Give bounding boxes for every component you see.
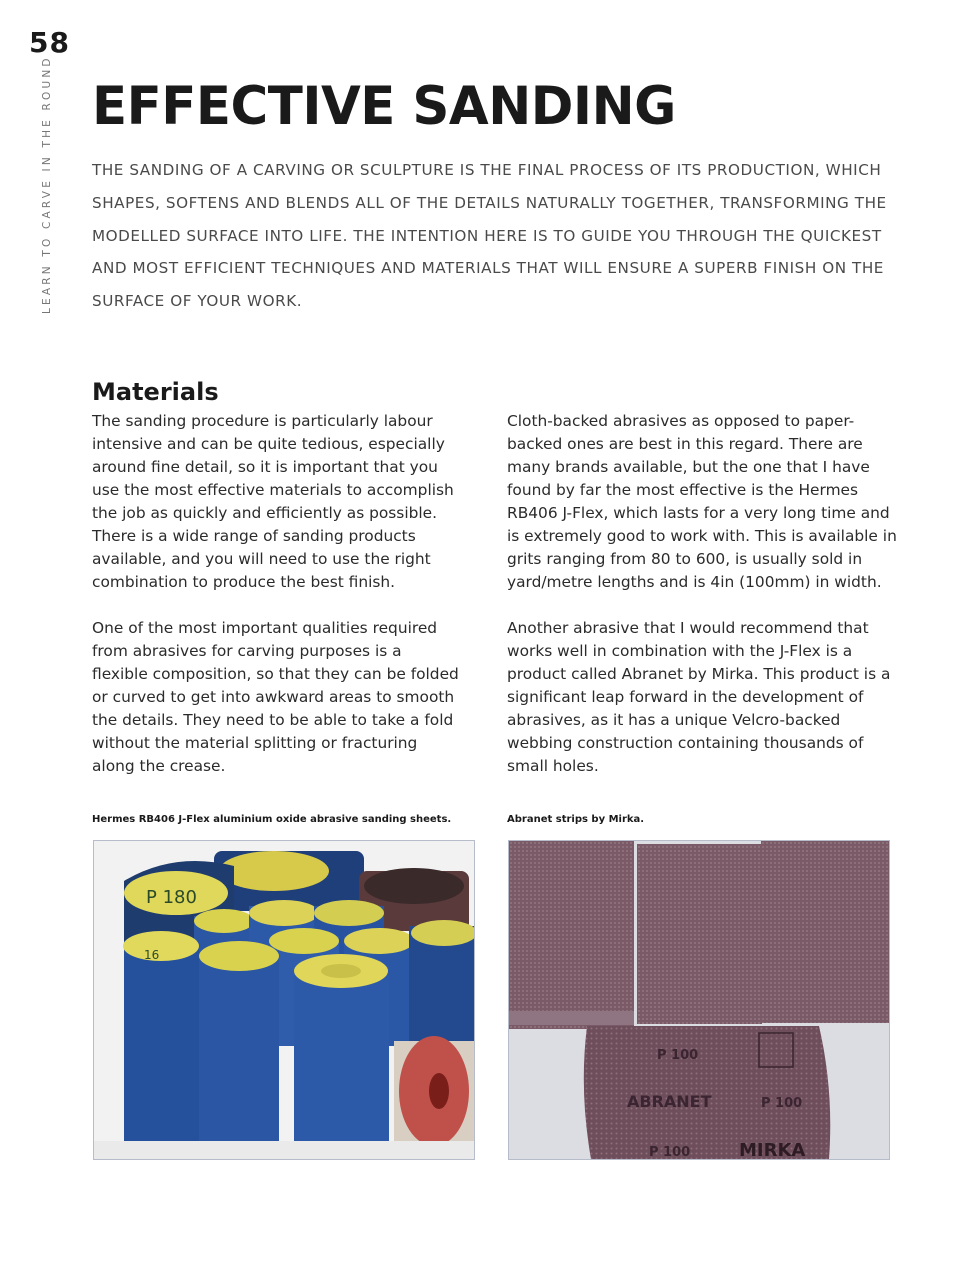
roll-label-text: P 180 bbox=[146, 887, 197, 908]
running-section-label: LEARN TO CARVE IN THE ROUND bbox=[41, 55, 53, 314]
materials-heading: Materials bbox=[92, 378, 219, 406]
jflex-rolls-photo bbox=[93, 840, 475, 1160]
figure-caption-jflex: Hermes RB406 J-Flex aluminium oxide abrasive sanding sheets. bbox=[92, 814, 452, 825]
left-column bbox=[92, 410, 462, 801]
jflex-rolls-illustration bbox=[94, 841, 474, 1159]
right-paragraph-2: Another abrasive that I would recommend that works well in combination with the J-Flex is a product called Abranet by Mirka. This product is a significant leap forward in the development of abrasives, as it has a unique Velcro-backed webbing construction containing thousands of small holes. bbox=[507, 619, 891, 775]
page-title: EFFECTIVE SANDING bbox=[92, 76, 676, 137]
left-paragraph-1: The sanding procedure is particularly labour intensive and can be quite tedious, especially around fine detail, so it is important that you use the most effective materials to accomplish the job as quickly and efficiently as possible. There is a wide range of sanding products available, and you will need to use the right combination to produce the best finish. bbox=[92, 412, 454, 591]
figure-caption-abranet: Abranet strips by Mirka. bbox=[507, 814, 645, 825]
abranet-grade-1: P 100 bbox=[657, 1048, 699, 1063]
abranet-brand-text: ABRANET bbox=[627, 1092, 712, 1111]
abranet-grade-2: P 100 bbox=[761, 1096, 803, 1111]
abranet-strips-photo bbox=[508, 840, 890, 1160]
left-paragraph-2: One of the most important qualities required from abrasives for carving purposes is a flexible composition, so that they can be folded or curved to get into awkward areas to smooth the details. They need to be able to take a fold without the material splitting or fracturing along the crease. bbox=[92, 619, 459, 775]
page-number: 58 bbox=[29, 26, 70, 59]
mirka-brand-text: MIRKA bbox=[739, 1140, 806, 1159]
right-column bbox=[507, 410, 897, 801]
intro-paragraph: THE SANDING OF A CARVING OR SCULPTURE IS THE FINAL PROCESS OF ITS PRODUCTION, WHICH SHAPES, SOFTENS AND BLENDS ALL OF THE DETAILS NATURALLY TOGETHER, TRANSFORMING THE MODELLED SURFACE INTO LIFE. THE INTENTION HERE IS TO GUIDE YOU THROUGH THE QUICKEST AND MOST EFFICIENT TECHNIQUES AND MATERIALS THAT WILL ENSURE A SUPERB FINISH ON THE SURFACE OF YOUR WORK. bbox=[92, 161, 887, 311]
abranet-strips-illustration bbox=[509, 841, 889, 1159]
right-paragraph-1: Cloth-backed abrasives as opposed to paper-backed ones are best in this regard. There are many brands available, but the one that I have found by far the most effective is the Hermes RB406 J-Flex, which lasts for a very long time and is extremely good to work with. This is available in grits ranging from 80 to 600, is usually sold in yard/metre lengths and is 4in (100mm) in width. bbox=[507, 412, 897, 591]
roll-label-text-2: 16 bbox=[144, 948, 160, 962]
abranet-grade-3: P 100 bbox=[649, 1145, 691, 1159]
